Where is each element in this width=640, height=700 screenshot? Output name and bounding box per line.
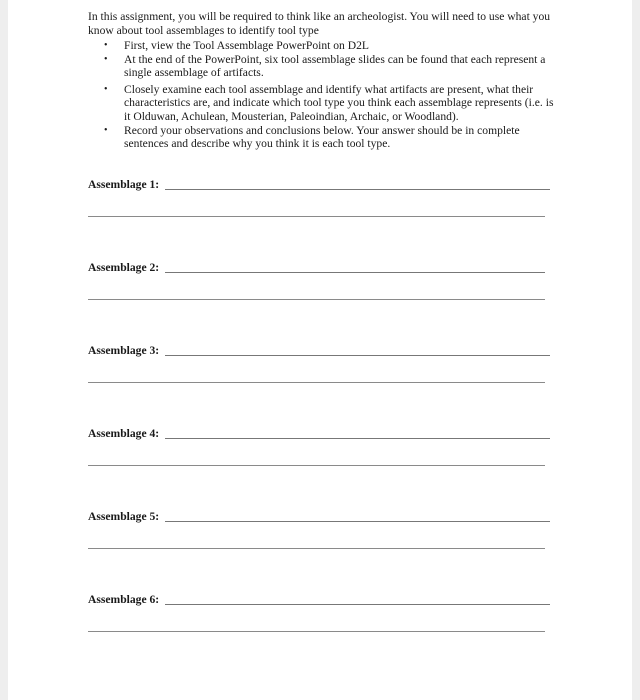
answer-line[interactable] (88, 299, 545, 300)
assemblage-6-answer (88, 593, 550, 643)
assemblage-5-answer (88, 510, 550, 560)
assemblage-label: Assemblage 3: (88, 344, 160, 357)
assemblage-label: Assemblage 2: (88, 261, 160, 274)
intro-paragraph: In this assignment, you will be required to think like an archeologist. You will need to use what you know about tool assemblages to identify tool type (88, 10, 551, 37)
assemblage-3-answer (88, 344, 550, 394)
answer-line[interactable] (165, 521, 550, 522)
instruction-text: First, view the Tool Assemblage PowerPoint on D2L (124, 39, 370, 52)
answer-line[interactable] (88, 216, 545, 217)
instruction-item (88, 124, 562, 151)
answer-line[interactable] (165, 272, 545, 273)
assemblage-label: Assemblage 6: (88, 593, 160, 606)
bullet-icon: • (104, 83, 108, 95)
assemblage-4-answer (88, 427, 550, 477)
document-page (8, 0, 632, 700)
assemblage-label: Assemblage 1: (88, 178, 160, 191)
bullet-icon: • (104, 124, 108, 136)
answer-line[interactable] (165, 438, 550, 439)
instruction-item (88, 83, 562, 124)
assemblage-1-answer (88, 178, 550, 228)
instruction-list (88, 39, 562, 151)
answer-line[interactable] (88, 548, 545, 549)
answer-line[interactable] (165, 189, 550, 190)
bullet-icon: • (104, 53, 108, 65)
instruction-text: Record your observations and conclusions below. Your answer should be in complete sentences and describe why you think it is each tool type. (124, 123, 520, 151)
assemblage-label: Assemblage 5: (88, 510, 160, 523)
assemblage-2-answer (88, 261, 550, 311)
answer-line[interactable] (165, 604, 550, 605)
answer-line[interactable] (88, 382, 545, 383)
instruction-text: Closely examine each tool assemblage and identify what artifacts are present, what their characteristics are, and indicate which tool type you think each assemblage represents (i.e. is it Olduwan, Achulean, Mousterian, Paleoindian, Archaic, or Woodland). (124, 82, 554, 123)
instruction-item (88, 39, 562, 53)
instruction-text: At the end of the PowerPoint, six tool assemblage slides can be found that each represent a single assemblage of artifacts. (124, 52, 546, 80)
assemblage-label: Assemblage 4: (88, 427, 160, 440)
answer-line[interactable] (88, 631, 545, 632)
instruction-item (88, 53, 562, 80)
answer-line[interactable] (165, 355, 550, 356)
bullet-icon: • (104, 40, 108, 51)
answer-line[interactable] (88, 465, 545, 466)
